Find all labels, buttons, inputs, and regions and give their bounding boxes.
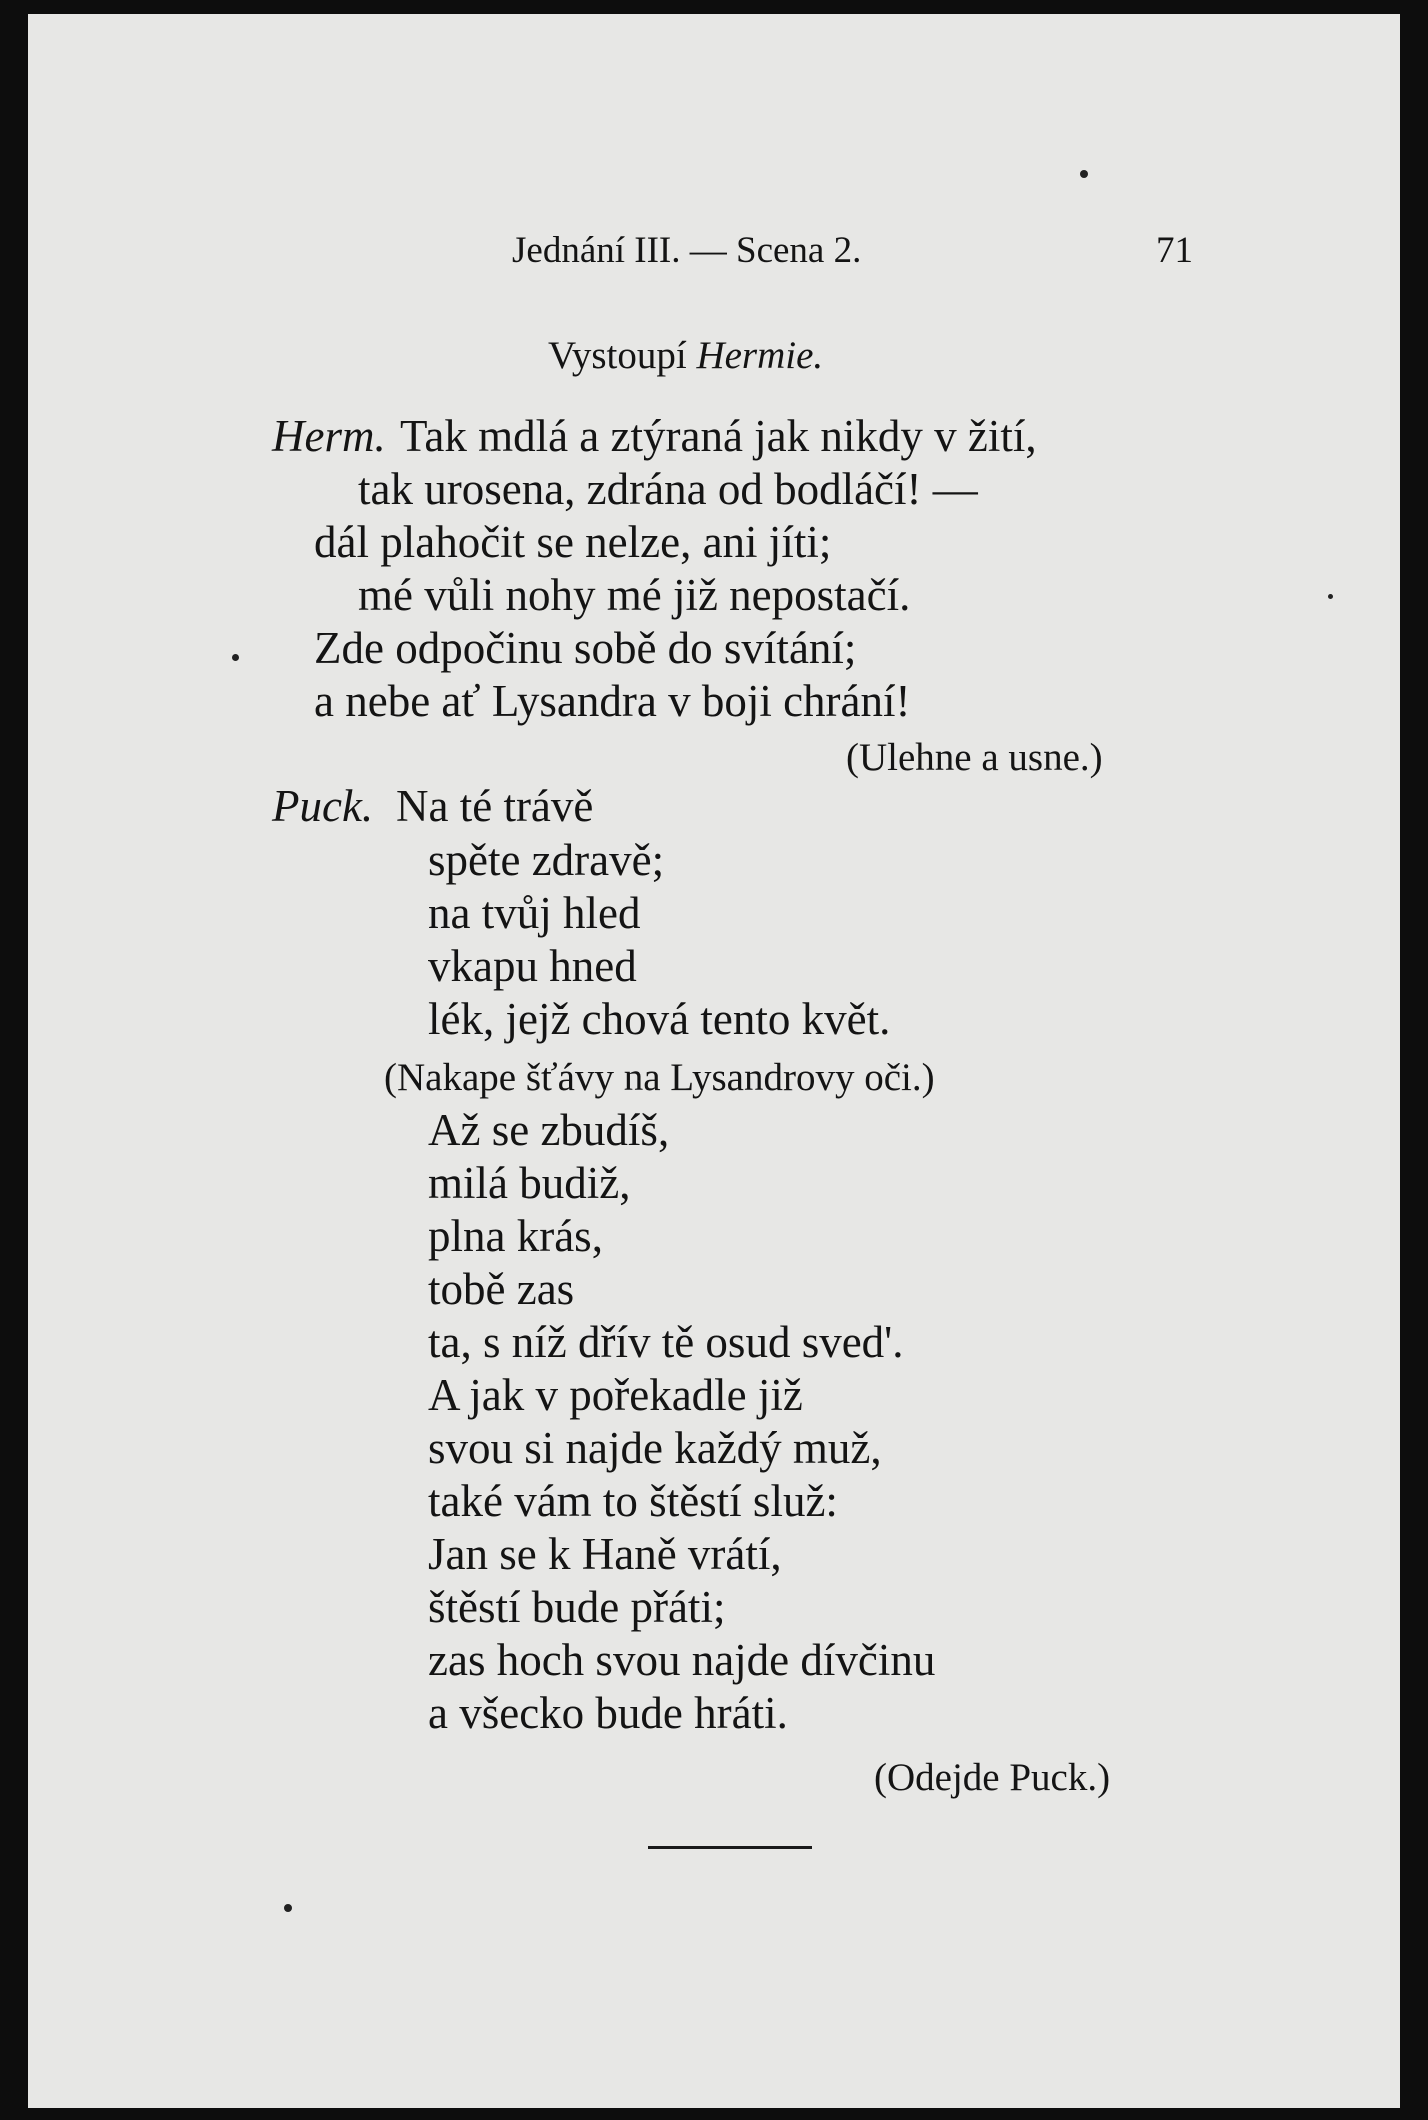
stage-direction: (Nakape šťávy na Lysandrovy oči.) (384, 1056, 935, 1099)
verse-line: dál plahočit se nelze, ani jíti; (314, 517, 832, 567)
speaker-hermie: Herm. (272, 411, 386, 461)
verse-line: tak urosena, zdrána od bodláčí! — (358, 464, 978, 514)
verse-line: a nebe ať Lysandra v boji chrání! (314, 676, 911, 726)
scan-speck (1328, 594, 1333, 599)
running-header: Jednání III. — Scena 2. (512, 230, 862, 271)
verse-line: vkapu hned (428, 941, 637, 991)
verse-line: Zde odpočinu sobě do svítání; (314, 623, 857, 673)
verse-line: také vám to štěstí služ: (428, 1476, 838, 1526)
entrance-prefix: Vystoupí (548, 334, 697, 377)
verse-line: spěte zdravě; (428, 835, 665, 885)
verse-line: Na té trávě (396, 781, 594, 831)
scan-speck (284, 1904, 292, 1912)
speaker-puck: Puck. (272, 781, 374, 831)
verse-line: A jak v pořekadle již (428, 1370, 803, 1420)
scan-speck (232, 654, 239, 661)
verse-line: Až se zbudíš, (428, 1105, 670, 1155)
verse-line: na tvůj hled (428, 888, 641, 938)
verse-line: Tak mdlá a ztýraná jak nikdy v žití, (400, 411, 1037, 461)
entrance-direction (548, 336, 823, 375)
verse-line: mé vůli nohy mé již nepostačí. (358, 570, 911, 620)
stage-direction: (Ulehne a usne.) (846, 736, 1103, 779)
end-of-scene-rule (648, 1846, 812, 1849)
page-number: 71 (1156, 230, 1193, 271)
stage-direction: (Odejde Puck.) (874, 1756, 1111, 1799)
verse-line: tobě zas (428, 1264, 575, 1314)
verse-line: milá budiž, (428, 1158, 631, 1208)
verse-line: plna krás, (428, 1211, 603, 1261)
verse-line: Jan se k Haně vrátí, (428, 1529, 782, 1579)
scan-speck (1080, 170, 1088, 178)
verse-line: zas hoch svou najde dívčinu (428, 1635, 936, 1685)
verse-line: ta, s níž dřív tě osud sved'. (428, 1317, 904, 1367)
verse-line: a všecko bude hráti. (428, 1688, 788, 1738)
verse-line: lék, jejž chová tento květ. (428, 994, 891, 1044)
verse-line: svou si najde každý muž, (428, 1423, 882, 1473)
entrance-character: Hermie. (696, 334, 824, 377)
paper-sheet (28, 14, 1400, 2108)
verse-line: štěstí bude přáti; (428, 1582, 726, 1632)
